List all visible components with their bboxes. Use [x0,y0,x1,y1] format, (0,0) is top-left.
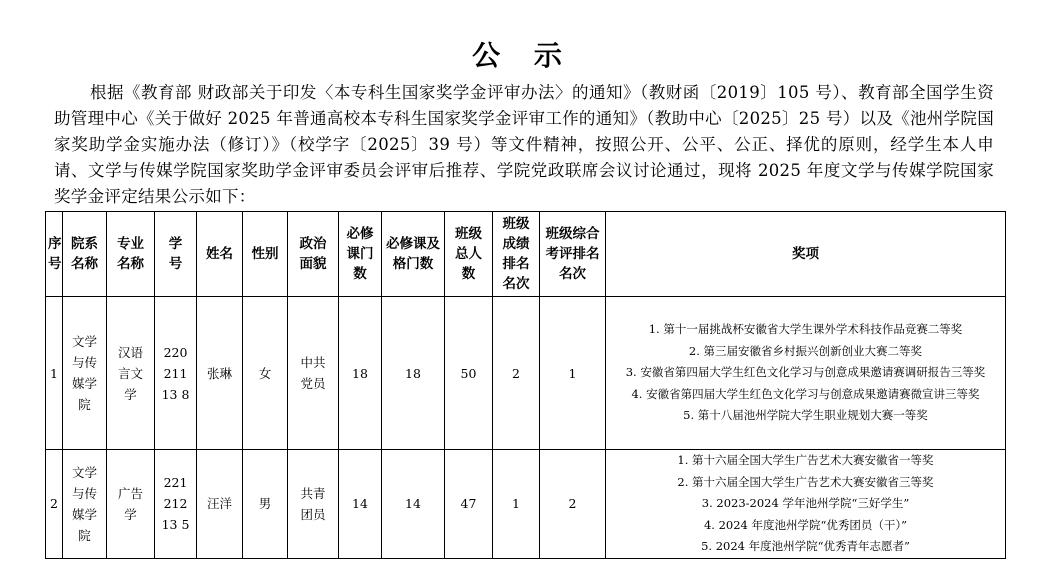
cell-overall-rank: 1 [540,297,606,450]
cell-seq: 2 [46,450,63,559]
cell-awards [606,297,1006,450]
header-gender: 性别 [243,212,288,297]
header-grade-rank: 班级成绩排名名次 [493,212,540,297]
header-student-id: 学号 [155,212,197,297]
cell-gender: 男 [243,450,288,559]
cell-student-id: 22121213 5 [155,450,197,559]
header-name: 姓名 [197,212,243,297]
cell-class-size: 50 [445,297,493,450]
cell-overall-rank: 2 [540,450,606,559]
award-item: 2. 第十六届全国大学生广告艺术大赛安徽省三等奖 [677,474,934,489]
award-item: 4. 安徽省第四届大学生红色文化学习与创意成果邀请赛微宣讲三等奖 [631,386,980,401]
header-seq: 序号 [46,212,63,297]
cell-gender: 女 [243,297,288,450]
cell-required-courses: 14 [339,450,382,559]
header-awards: 奖项 [606,212,1006,297]
table-header-row [46,212,1006,297]
cell-politics: 共青团员 [288,450,339,559]
cell-politics: 中共党员 [288,297,339,450]
header-passed-courses: 必修课及格门数 [382,212,445,297]
cell-passed-courses: 14 [382,450,445,559]
award-item: 1. 第十一届挑战杯安徽省大学生课外学术科技作品竞赛二等奖 [648,322,963,337]
intro-paragraph: 根据《教育部 财政部关于印发〈本专科生国家奖学金评审办法〉的通知》（教财函〔2019〕105 号）、教育部全国学生资助管理中心《关于做好 2025 年普通高校本专科生国家奖学金评审工作的通知》（教助中心〔2025〕25 号）以及《池州学院国家奖助学金实施办法（修订）》（校学字〔2025〕39 号）等文件精神，按照公开、公平、公正、择优的原则，经学生本人申请、文学与传媒学院国家奖助学金评审委员会评审后推荐、学院党政联席会议讨论通过，现将 2025 年度文学与传媒学院国家奖学金评定结果公示如下： [54,83,994,206]
cell-passed-courses: 18 [382,297,445,450]
cell-name: 张琳 [197,297,243,450]
page-title: 公 示 [472,39,574,72]
scholarship-table [45,211,1006,559]
award-item: 3. 2023-2024 学年池州学院“三好学生” [701,496,910,510]
cell-grade-rank: 2 [493,297,540,450]
header-overall-rank: 班级综合考评排名名次 [540,212,606,297]
cell-grade-rank: 1 [493,450,540,559]
award-item: 5. 2024 年度池州学院“优秀青年志愿者” [701,539,910,553]
header-major: 专业名称 [107,212,155,297]
header-college: 院系名称 [63,212,107,297]
table-row [46,450,1006,559]
cell-class-size: 47 [445,450,493,559]
cell-awards [606,450,1006,559]
table-row [46,297,1006,450]
award-item: 1. 第十六届全国大学生广告艺术大赛安徽省一等奖 [677,453,934,467]
award-item: 2. 第三届安徽省乡村振兴创新创业大赛二等奖 [688,343,923,358]
cell-major: 广告学 [107,450,155,559]
cell-major: 汉语言文学 [107,297,155,450]
cell-seq: 1 [46,297,63,450]
cell-name: 汪洋 [197,450,243,559]
header-required-courses: 必修课门数 [339,212,382,297]
header-politics: 政治面貌 [288,212,339,297]
cell-college: 文学与传媒学院 [63,450,107,559]
award-item: 3. 安徽省第四届大学生红色文化学习与创意成果邀请赛调研报告三等奖 [625,365,986,380]
award-item: 4. 2024 年度池州学院“优秀团员（干）” [703,517,908,532]
cell-required-courses: 18 [339,297,382,450]
cell-college: 文学与传媒学院 [63,297,107,450]
cell-student-id: 22021113 8 [155,297,197,450]
award-item: 5. 第十八届池州学院大学生职业规划大赛一等奖 [683,408,928,423]
header-class-size: 班级总人数 [445,212,493,297]
